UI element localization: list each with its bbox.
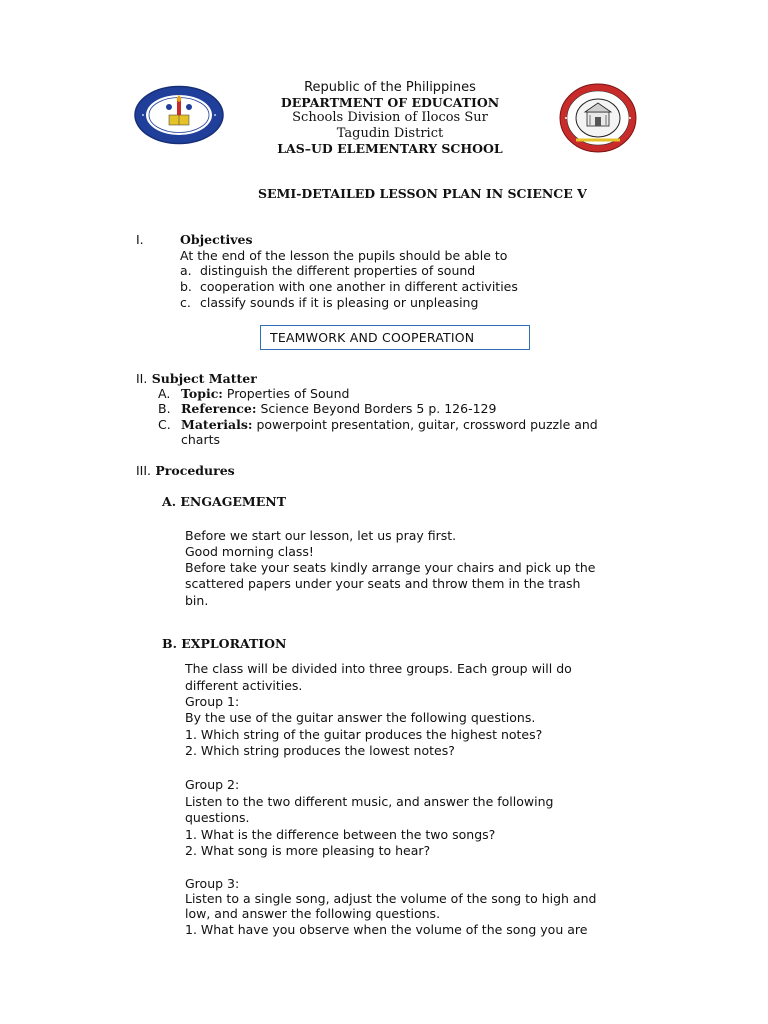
subject-topic-letter: A. [158, 386, 171, 401]
group3-line-1: Listen to a single song, adjust the volume of the song to high and [185, 891, 597, 906]
procedures-title: Procedures [151, 463, 235, 478]
objectives-numeral: I. [136, 232, 144, 247]
engagement-line-5: bin. [185, 593, 209, 608]
subject-matter-numeral: II. [136, 371, 148, 386]
procedures-numeral: III. [136, 463, 152, 478]
subject-reference-label: Reference: [181, 401, 257, 416]
group3-line-3: 1. What have you observe when the volume of the song you are [185, 922, 588, 937]
engagement-line-3: Before take your seats kindly arrange your chairs and pick up the [185, 560, 596, 575]
lesson-plan-title: SEMI-DETAILED LESSON PLAN IN SCIENCE V [258, 186, 587, 201]
header-department: DEPARTMENT OF EDUCATION [280, 95, 500, 110]
objective-b-text: cooperation with one another in different activities [200, 279, 518, 294]
group2-line-3: 1. What is the difference between the two songs? [185, 827, 496, 842]
group1-title: Group 1: [185, 694, 240, 709]
engagement-line-1: Before we start our lesson, let us pray first. [185, 528, 457, 543]
group3-line-2: low, and answer the following questions. [185, 906, 441, 921]
value-focus-text: TEAMWORK AND COOPERATION [270, 330, 475, 345]
group1-line-2: 1. Which string of the guitar produces the highest notes? [185, 727, 543, 742]
subject-materials-label: Materials: [181, 417, 253, 432]
value-focus-box [260, 325, 530, 350]
subject-topic-label: Topic: [181, 386, 223, 401]
group2-title: Group 2: [185, 777, 240, 792]
group1-line-1: By the use of the guitar answer the following questions. [185, 710, 536, 725]
header-district: Tagudin District [336, 126, 444, 141]
group2-line-2: questions. [185, 810, 250, 825]
subject-materials-continued: charts [181, 432, 221, 447]
subject-matter-title: Subject Matter [147, 371, 257, 386]
group2-line-1: Listen to the two different music, and answer the following [185, 794, 554, 809]
engagement-line-4: scattered papers under your seats and throw them in the trash [185, 576, 581, 591]
group2-line-4: 2. What song is more pleasing to hear? [185, 843, 431, 858]
exploration-intro-2: different activities. [185, 678, 303, 693]
group1-line-3: 2. Which string produces the lowest notes? [185, 743, 455, 758]
subject-materials-value: powerpoint presentation, guitar, crossword puzzle and [252, 417, 598, 432]
objectives-heading: Objectives [180, 232, 253, 247]
subject-matter-heading [136, 371, 257, 387]
subject-reference-letter: B. [158, 401, 171, 416]
exploration-intro-1: The class will be divided into three groups. Each group will do [185, 661, 572, 676]
objective-b-letter: b. [180, 279, 192, 294]
header-school: LAS–UD ELEMENTARY SCHOOL [277, 141, 503, 156]
objective-a-text: distinguish the different properties of sound [200, 263, 476, 278]
header-country: Republic of the Philippines [304, 80, 476, 95]
subject-materials-row [158, 417, 598, 433]
header-division: Schools Division of Ilocos Sur [292, 110, 488, 125]
objective-c-text: classify sounds if it is pleasing or unpleasing [200, 295, 479, 310]
objective-a-letter: a. [180, 263, 192, 278]
subject-reference-row [158, 401, 496, 417]
exploration-heading: B. EXPLORATION [162, 636, 287, 651]
subject-reference-value: Science Beyond Borders 5 p. 126-129 [256, 401, 497, 416]
group3-title: Group 3: [185, 876, 240, 891]
objective-c-letter: c. [180, 295, 191, 310]
procedures-heading [136, 463, 235, 479]
objectives-intro: At the end of the lesson the pupils should be able to [180, 248, 508, 263]
engagement-heading: A. ENGAGEMENT [162, 494, 287, 509]
engagement-line-2: Good morning class! [185, 544, 314, 559]
subject-topic-value: Properties of Sound [222, 386, 350, 401]
subject-materials-letter: C. [158, 417, 171, 432]
subject-topic-row [158, 386, 349, 402]
